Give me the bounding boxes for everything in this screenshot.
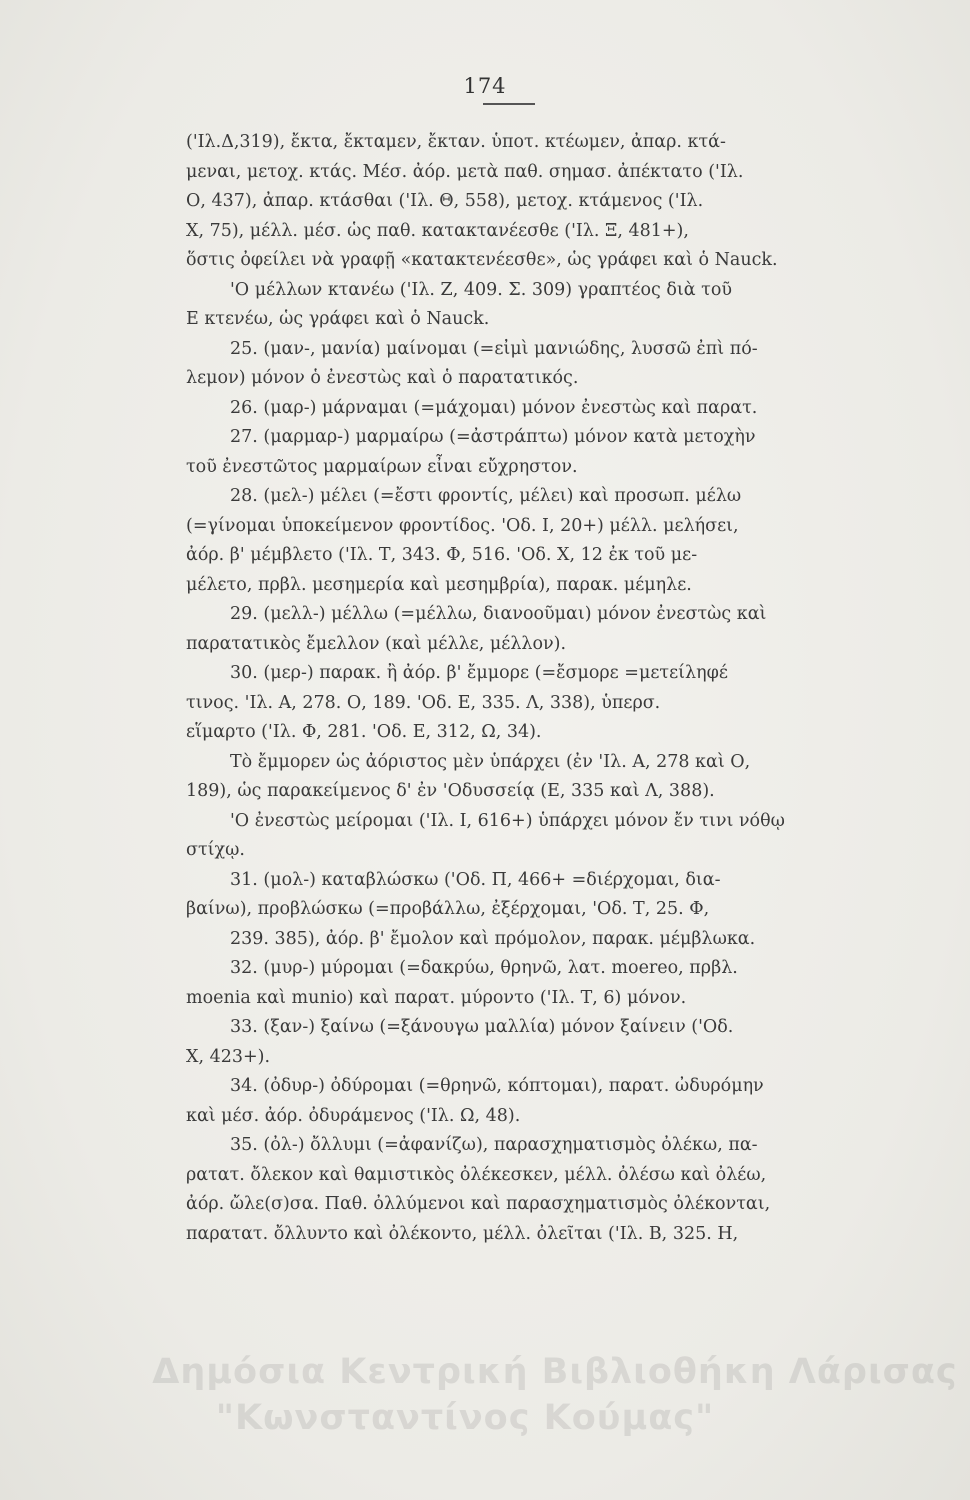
text-line: 35. (ὀλ-) ὄλλυμι (=ἀφανίζω), παρασχηματισμὸς ὀλέκω, πα-	[230, 1135, 758, 1155]
text-line: 27. (μαρμαρ-) μαρμαίρω (=ἀστράπτω) μόνον κατὰ μετοχὴν	[230, 427, 756, 447]
text-line: 29. (μελλ-) μέλλω (=μέλλω, διανοοῦμαι) μόνον ἐνεστὼς καὶ	[230, 604, 767, 624]
text-line: βαίνω), προβλώσκω (=προβάλλω, ἐξέρχομαι, 'Οδ. Τ, 25. Φ,	[186, 899, 710, 919]
text-line: 25. (μαν-, μανία) μαίνομαι (=εἰμὶ μανιώδης, λυσσῶ ἐπὶ πό-	[230, 338, 758, 359]
text-line: 189), ὡς παρακείμενος δ' ἐν 'Οδυσσείᾳ (Ε, 335 καὶ Λ, 388).	[186, 781, 715, 801]
text-line: τινος. 'Ιλ. Α, 278. Ο, 189. 'Οδ. Ε, 335. Λ, 338), ὑπερσ.	[186, 692, 661, 713]
text-line: ἀόρ. ὤλε(σ)σα. Παθ. ὀλλύμενοι καὶ παρασχηματισμὸς ὀλέκονται,	[186, 1194, 771, 1214]
text-line: 30. (μερ-) παρακ. ἢ ἀόρ. β' ἔμμορε (=ἔσμορε =μετείληφέ	[230, 663, 728, 683]
text-line: Χ, 423+).	[186, 1046, 271, 1067]
text-line: 34. (ὀδυρ-) ὀδύρομαι (=θρηνῶ, κόπτομαι), παρατ. ὠδυρόμην	[230, 1076, 764, 1096]
text-line: 28. (μελ-) μέλει (=ἔστι φροντίς, μέλει) καὶ προσωπ. μέλω	[230, 486, 742, 506]
page-number: 174	[463, 74, 507, 98]
text-line: στίχῳ.	[186, 840, 245, 860]
text-line: ὅστις ὀφείλει νὰ γραφῇ «κατακτενέεσθε», ὡς γράφει καὶ ὁ Nauck.	[186, 250, 778, 270]
text-line: καὶ μέσ. ἀόρ. ὀδυράμενος ('Ιλ. Ω, 48).	[186, 1105, 521, 1126]
text-line: μεναι, μετοχ. κτάς. Μέσ. ἀόρ. μετὰ παθ. σημασ. ἀπέκτατο ('Ιλ.	[186, 161, 744, 182]
text-line: ('Ιλ.Δ,319), ἔκτα, ἔκταμεν, ἔκταν. ὑποτ. κτέωμεν, ἀπαρ. κτά-	[186, 132, 726, 152]
text-line: Χ, 75), μέλλ. μέσ. ὡς παθ. κατακτανέεσθε ('Ιλ. Ξ, 481+),	[186, 220, 689, 241]
text-line: Τὸ ἔμμορεν ὡς ἀόριστος μὲν ὑπάρχει (ἐν 'Ιλ. Α, 278 καὶ Ο,	[230, 751, 751, 772]
text-line: λεμον) μόνον ὁ ἐνεστὼς καὶ ὁ παρατατικός.	[186, 368, 579, 388]
text-line: ἀόρ. β' μέμβλετο ('Ιλ. Τ, 343. Φ, 516. 'Οδ. Χ, 12 ἐκ τοῦ με-	[186, 545, 698, 565]
text-line: 239. 385), ἀόρ. β' ἔμολον καὶ πρόμολον, παρακ. μέμβλωκα.	[230, 928, 756, 949]
text-line: μέλετο, πρβλ. μεσημερία καὶ μεσημβρία), παρακ. μέμηλε.	[186, 574, 692, 595]
text-line: (=γίνομαι ὑποκείμενον φροντίδος. 'Οδ. Ι, 20+) μέλλ. μελήσει,	[186, 515, 739, 536]
text-line: 26. (μαρ-) μάρναμαι (=μάχομαι) μόνον ἐνεστὼς καὶ παρατ.	[230, 397, 758, 418]
header-rule	[483, 103, 535, 105]
watermark-library-subtitle: "Κωνσταντίνος Κούμας"	[215, 1398, 715, 1438]
text-line: Ο, 437), ἀπαρ. κτάσθαι ('Ιλ. Θ, 558), μετοχ. κτάμενος ('Ιλ.	[186, 191, 704, 211]
text-line: παρατατ. ὄλλυντο καὶ ὀλέκοντο, μέλλ. ὀλεῖται ('Ιλ. Β, 325. Η,	[186, 1223, 739, 1244]
text-line: 31. (μολ-) καταβλώσκω ('Οδ. Π, 466+ =διέρχομαι, δια-	[230, 869, 721, 890]
text-line: εἵμαρτο ('Ιλ. Φ, 281. 'Οδ. Ε, 312, Ω, 34).	[186, 722, 542, 742]
text-line: 'Ο μέλλων κτανέω ('Ιλ. Ζ, 409. Σ. 309) γραπτέος διὰ τοῦ	[230, 279, 733, 300]
text-line: moenia καὶ munio) καὶ παρατ. μύροντο ('Ιλ. Τ, 6) μόνον.	[186, 987, 687, 1008]
text-line: 'Ο ἐνεστὼς μείρομαι ('Ιλ. Ι, 616+) ὑπάρχει μόνον ἔν τινι νόθῳ	[230, 810, 785, 831]
watermark-library-name: Δημόσια Κεντρική Βιβλιοθήκη Λάρισας	[152, 1352, 958, 1392]
text-block	[186, 128, 836, 1249]
text-line: παρατατικὸς ἔμελλον (καὶ μέλλε, μέλλον).	[186, 633, 567, 654]
text-line: 32. (μυρ-) μύρομαι (=δακρύω, θρηνῶ, λατ. moereo, πρβλ.	[230, 958, 738, 978]
text-line: τοῦ ἐνεστῶτος μαρμαίρων εἶναι εὔχρηστον.	[186, 456, 578, 477]
text-line: 33. (ξαν-) ξαίνω (=ξάνουγω μαλλία) μόνον ξαίνειν ('Οδ.	[230, 1017, 734, 1037]
text-line: Ε κτενέω, ὡς γράφει καὶ ὁ Nauck.	[186, 309, 490, 329]
text-line: ρατατ. ὄλεκον καὶ θαμιστικὸς ὀλέκεσκεν, μέλλ. ὀλέσω καὶ ὀλέω,	[186, 1164, 767, 1185]
